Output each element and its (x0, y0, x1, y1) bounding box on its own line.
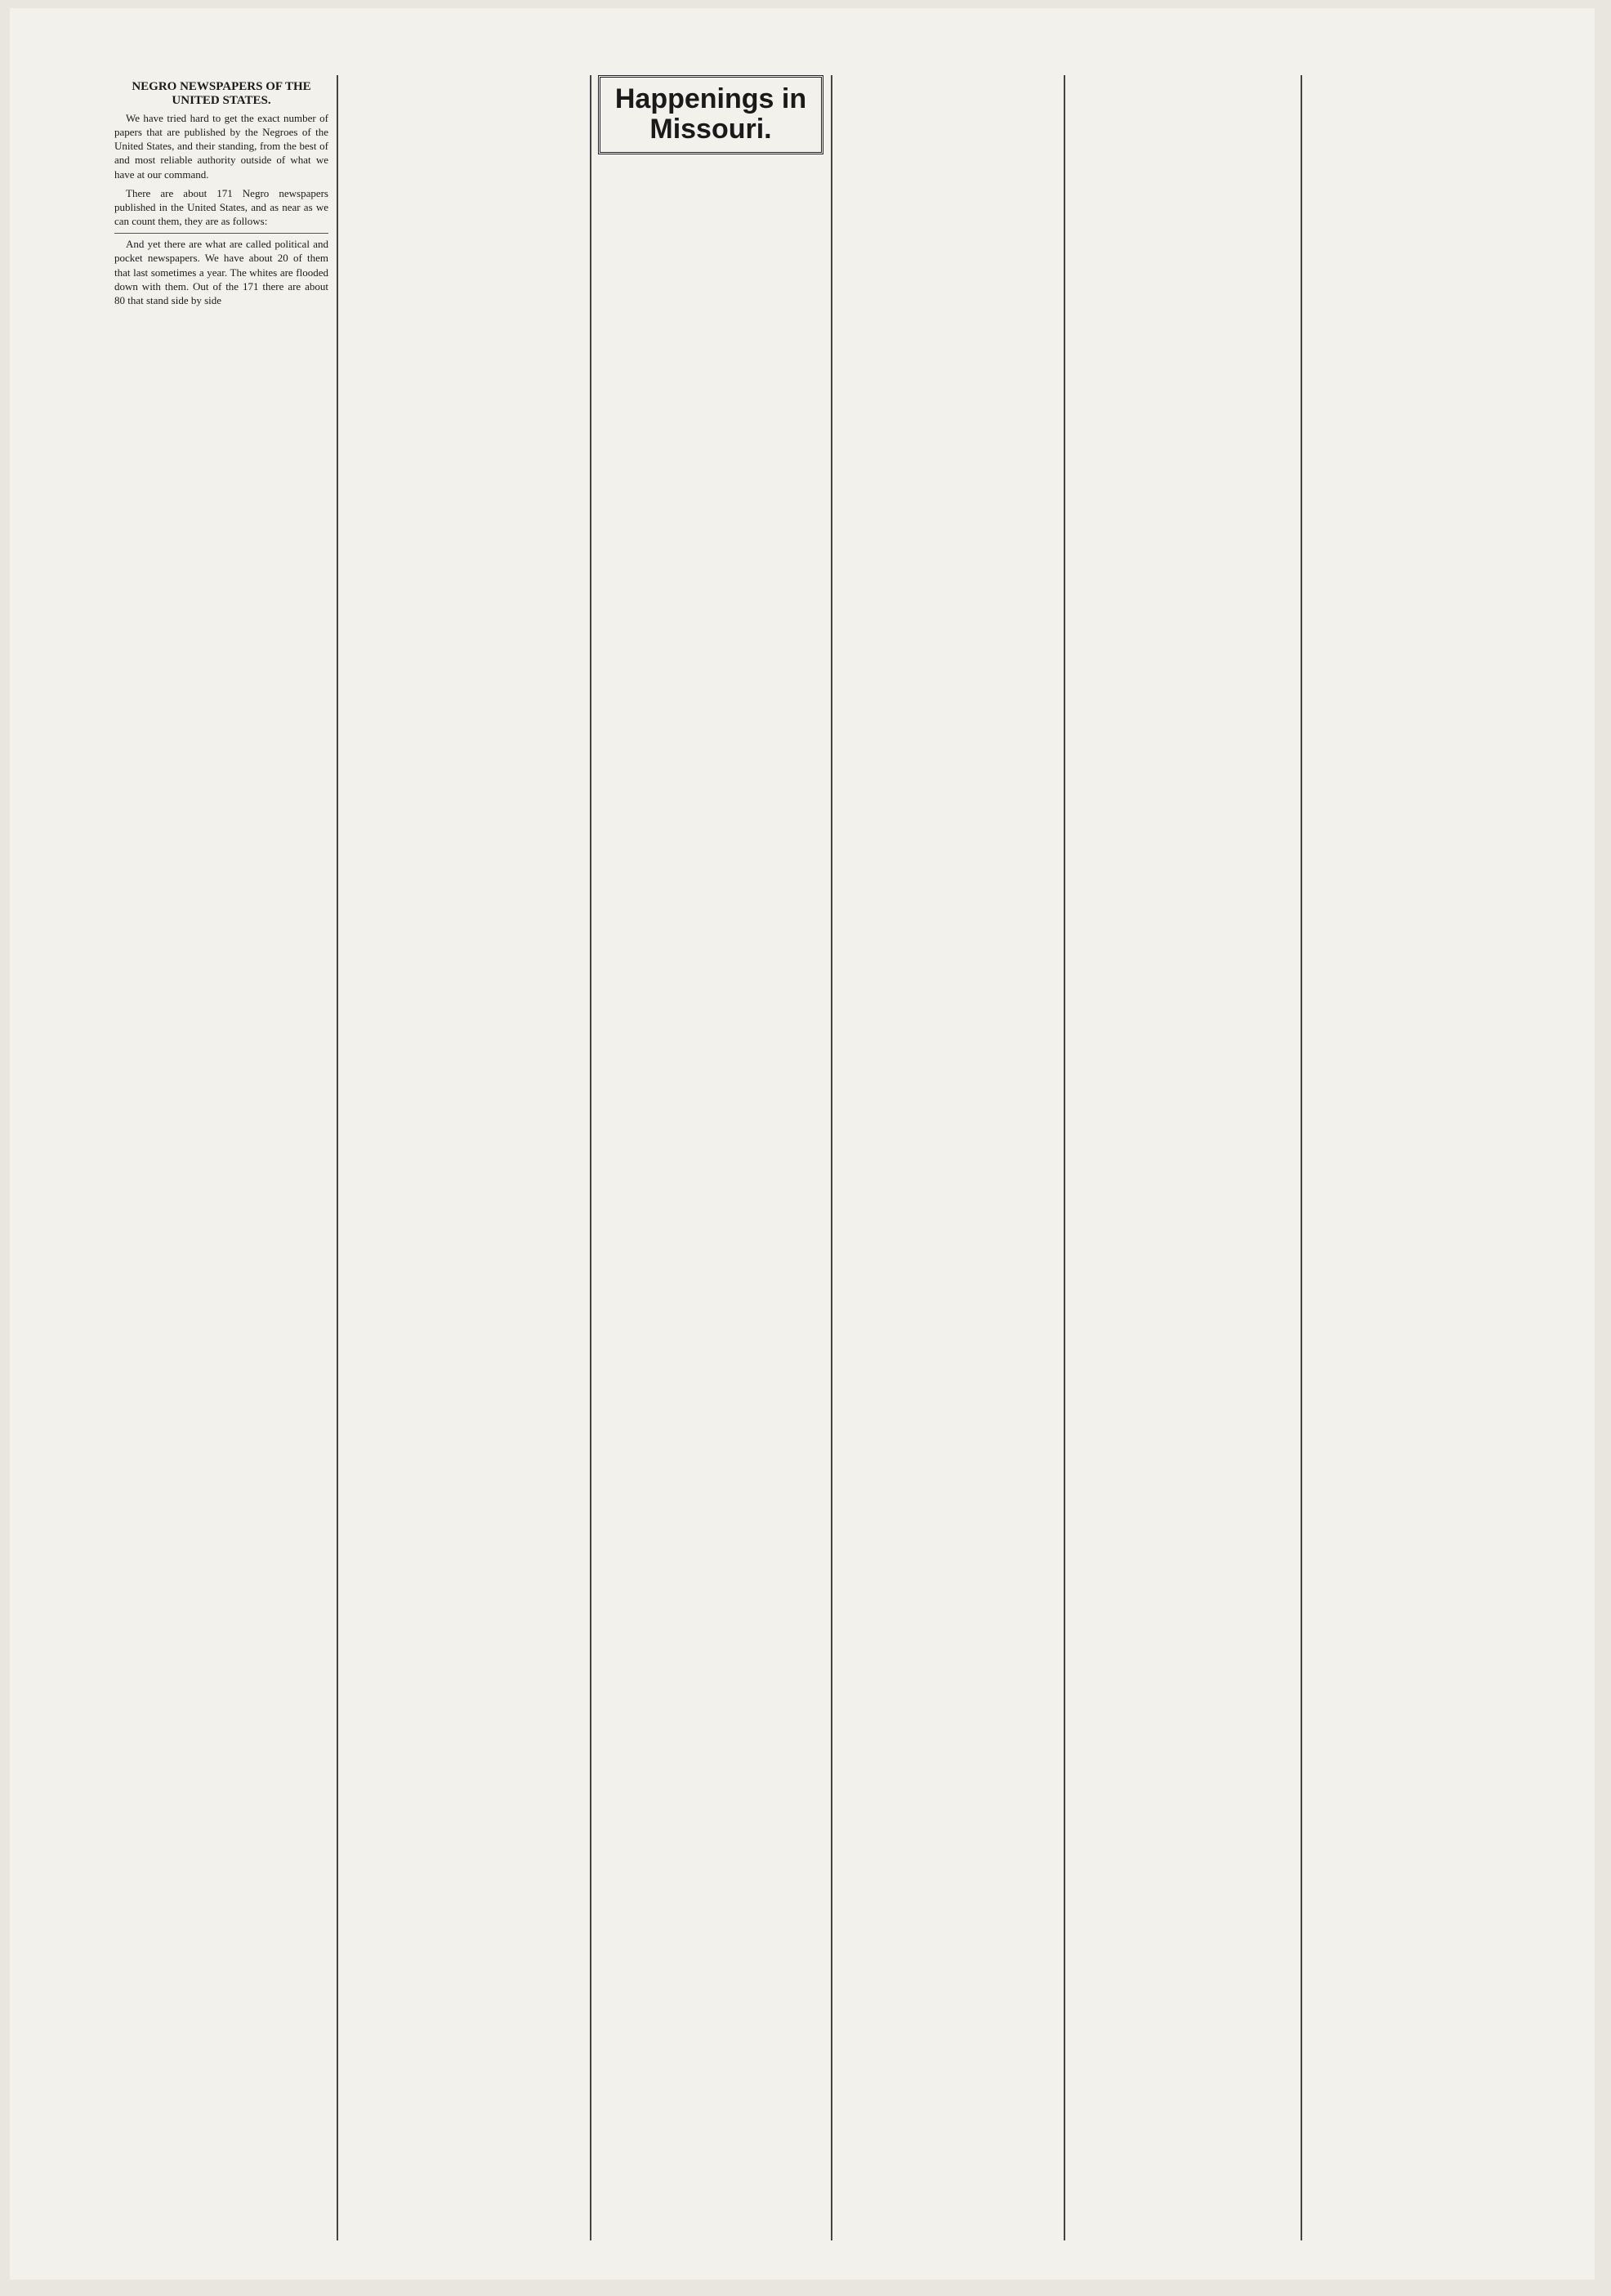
column-rule (831, 75, 832, 2240)
column-rule (337, 75, 338, 2240)
center-col-a (598, 75, 823, 2240)
news-paragraph: There are about 171 Negro newspapers published in the United States, and as near as we can count them, they are as follows: (114, 186, 328, 228)
column-rule (1064, 75, 1065, 2240)
banner-title: Happenings in Missouri. (614, 83, 807, 145)
news-title: NEGRO NEWSPAPERS OF THE UNITED STATES. (132, 80, 311, 107)
newspaper-page (10, 8, 1595, 2280)
column-rule (590, 75, 591, 2240)
column-rule (1301, 75, 1302, 2240)
news-article-col-a (114, 75, 328, 680)
news-paragraph: We have tried hard to get the exact number of papers that are published by the Negroes of the United States, and their standing, from the best of and most reliable authority outside of what we have at our command. (114, 112, 328, 181)
news-paragraph: And yet there are what are called political and pocket newspapers. We have about 20 of them that last sometimes a year. The whites are flooded down with them. Out of the 171 there are about 80 that stand side by side (114, 238, 328, 306)
